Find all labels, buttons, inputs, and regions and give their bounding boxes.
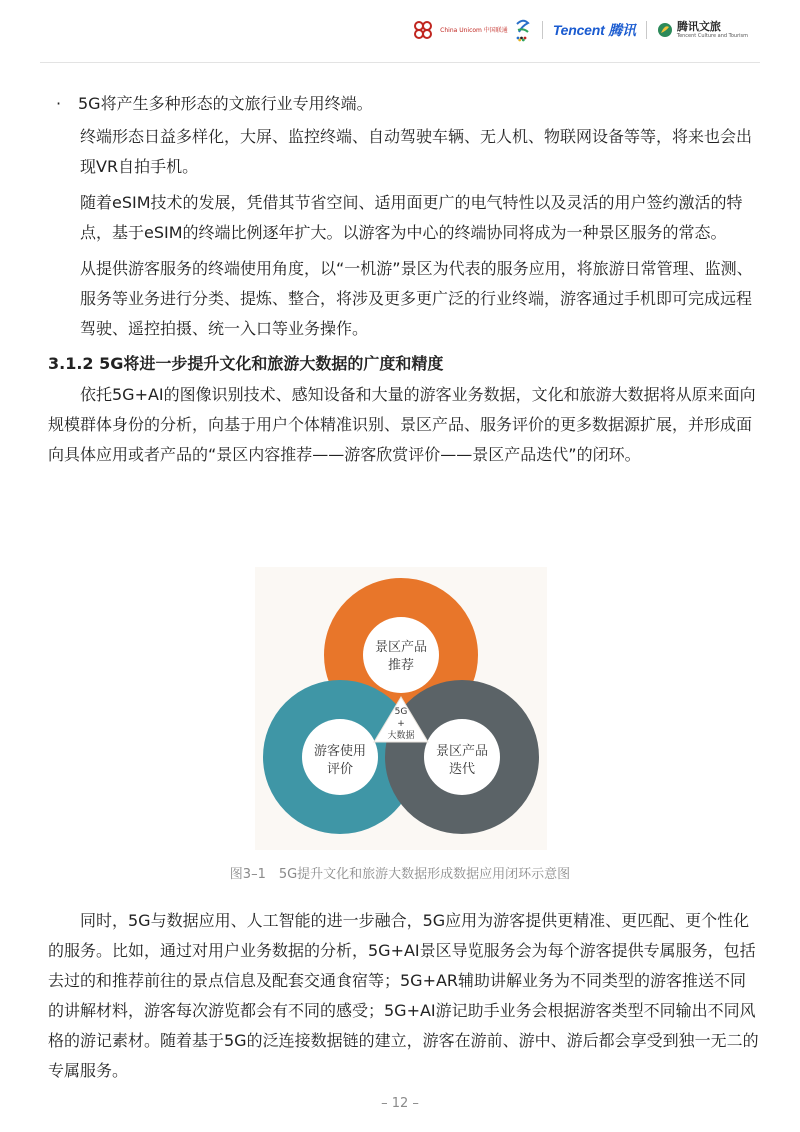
ring-diagram-svg: [255, 567, 547, 850]
figure-caption: 图3–1 5G提升文化和旅游大数据形成数据应用闭环示意图: [229, 867, 571, 882]
page-header: [0, 0, 800, 64]
tencent-culture-subtitle: Tencent Culture and Tourism: [676, 33, 748, 39]
page-number: – 12 –: [381, 1096, 419, 1111]
paragraph: 从提供游客服务的终端使用角度，以“一机游”景区为代表的服务应用，将旅游日常管理、监测、服务等业务进行分类、提炼、整合，将涉及更多更广泛的行业终端，游客通过手机即可完成远程驾驶、遥控拍摄、统一入口等业务操作。: [80, 259, 753, 338]
bullet-item: [48, 90, 760, 118]
main-content: [48, 90, 760, 470]
right-node-label: 景区产品: [435, 744, 489, 759]
center-label: +: [397, 719, 405, 729]
china-unicom-knot-icon: [412, 19, 434, 41]
paragraph: 终端形态日益多样化，大屏、监控终端、自动驾驶车辆、无人机、物联网设备等等，将来也会出现VR自拍手机。: [80, 127, 753, 176]
tencent-culture-leaf-icon: [657, 22, 673, 38]
tencent-culture-logo: [657, 21, 748, 39]
bullet-marker: ·: [56, 94, 62, 113]
china-unicom-text: China Unicom 中国联通: [440, 26, 508, 34]
header-separator: [646, 21, 647, 39]
center-label: 5G: [394, 707, 408, 717]
tencent-culture-name: 腾讯文旅: [676, 20, 721, 33]
section-paragraph: 依托5G+AI的图像识别技术、感知设备和大量的游客业务数据，文化和旅游大数据将从原来面向规模群体身份的分析，向基于用户个体精准识别、景区产品、服务评价的更多数据源扩展，并形成面向具体应用或者产品的“景区内容推荐——游客欣赏评价——景区产品迭代”的闭环。: [48, 385, 756, 464]
left-node-label: 评价: [326, 762, 354, 777]
left-node-label: 游客使用: [313, 744, 367, 759]
top-node-label: 景区产品: [374, 640, 428, 655]
right-node-label: 迭代: [448, 762, 476, 777]
top-node-disc: [363, 617, 439, 693]
closing-section: [48, 906, 760, 1086]
header-rule: [40, 62, 760, 63]
china-unicom-logo: [412, 18, 532, 42]
top-node-label: 推荐: [387, 658, 415, 673]
paragraph: 随着eSIM技术的发展，凭借其节省空间、适用面更广的电气特性以及灵活的用户签约激活的特点，基于eSIM的终端比例逐年扩大。以游客为中心的终端协同将成为一种景区服务的常态。: [80, 193, 743, 242]
tencent-logo: Tencent 腾讯: [552, 22, 636, 38]
bullet-text: 5G将产生多种形态的文旅行业专用终端。: [78, 94, 373, 113]
header-separator: [542, 21, 543, 39]
section-heading: 3.1.2 5G将进一步提升文化和旅游大数据的广度和精度: [48, 354, 444, 373]
closed-loop-diagram: [255, 567, 547, 850]
center-label: 大数据: [387, 731, 415, 741]
winter-olympics-emblem-icon: [514, 18, 532, 42]
logo-group: [412, 18, 748, 42]
closing-paragraph: 同时，5G与数据应用、人工智能的进一步融合，5G应用为游客提供更精准、更匹配、更个性化的服务。比如，通过对用户业务数据的分析，5G+AI景区导览服务会为每个游客提供专属服务，包括去过的和推荐前往的景点信息及配套交通食宿等；5G+AR辅助讲解业务为不同类型的游客推送不同的讲解材料，游客每次游览都会有不同的感受；5G+AI游记助手业务会根据游客类型不同输出不同风格的游记素材。随着基于5G的泛连接数据链的建立，游客在游前、游中、游后都会享受到独一无二的专属服务。: [48, 911, 759, 1080]
